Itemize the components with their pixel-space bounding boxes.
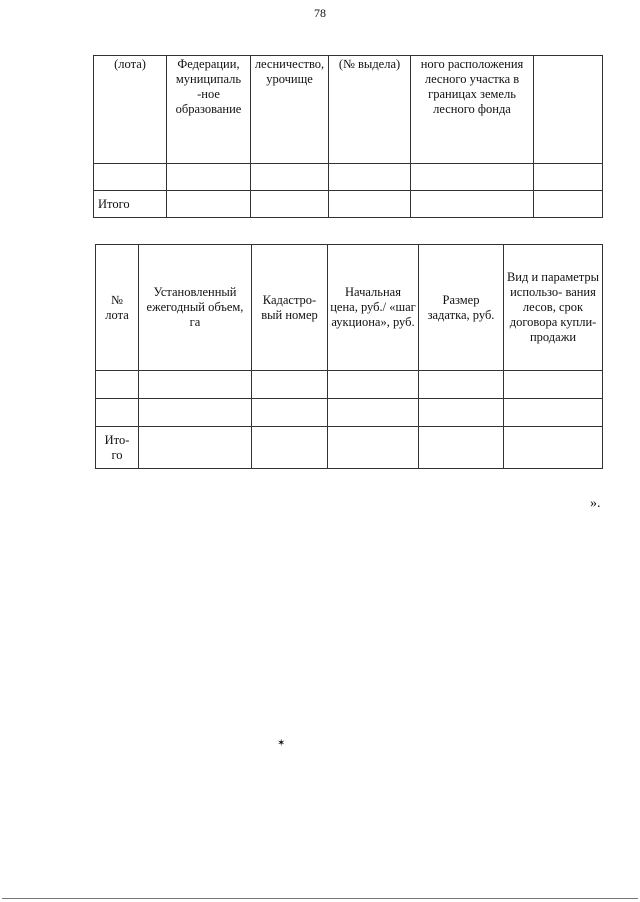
header-cell: лесничество, урочище xyxy=(251,56,329,164)
empty-cell xyxy=(94,164,167,191)
empty-cell xyxy=(252,399,328,427)
scan-mark: ✶ xyxy=(277,738,286,749)
empty-cell xyxy=(96,371,139,399)
total-row xyxy=(94,191,603,218)
empty-cell xyxy=(419,427,504,469)
header-cell: Установленный ежегодный объем, га xyxy=(139,245,252,371)
empty-cell xyxy=(328,371,419,399)
table-header-row xyxy=(96,245,603,371)
header-cell: Вид и параметры использо- вания лесов, срок договора купли- продажи xyxy=(504,245,603,371)
header-cell: Федерации, муниципаль -ное образование xyxy=(167,56,251,164)
table-row xyxy=(94,164,603,191)
table-lot-location xyxy=(93,55,603,218)
bottom-rule xyxy=(2,898,638,899)
empty-cell xyxy=(139,399,252,427)
empty-cell xyxy=(328,399,419,427)
total-row xyxy=(96,427,603,469)
empty-cell xyxy=(534,191,603,218)
header-cell: № лота xyxy=(96,245,139,371)
empty-cell xyxy=(328,427,419,469)
empty-cell xyxy=(504,427,603,469)
empty-cell xyxy=(329,164,411,191)
empty-cell xyxy=(504,399,603,427)
header-cell: ного расположения лесного участка в границах земель лесного фонда xyxy=(411,56,534,164)
table-header-row xyxy=(94,56,603,164)
empty-cell xyxy=(96,399,139,427)
empty-cell xyxy=(419,399,504,427)
empty-cell xyxy=(504,371,603,399)
empty-cell xyxy=(411,191,534,218)
header-cell: Начальная цена, руб./ «шаг аукциона», руб. xyxy=(328,245,419,371)
empty-cell xyxy=(411,164,534,191)
header-cell: Кадастро- вый номер xyxy=(252,245,328,371)
table-row xyxy=(96,399,603,427)
empty-cell xyxy=(251,164,329,191)
table-row xyxy=(96,371,603,399)
closing-quote: ». xyxy=(590,496,601,511)
empty-cell xyxy=(139,371,252,399)
empty-cell xyxy=(252,427,328,469)
header-cell xyxy=(534,56,603,164)
header-cell: (№ выдела) xyxy=(329,56,411,164)
empty-cell xyxy=(329,191,411,218)
empty-cell xyxy=(419,371,504,399)
empty-cell xyxy=(167,191,251,218)
total-label: Итого xyxy=(94,191,167,218)
empty-cell xyxy=(534,164,603,191)
total-label: Ито- го xyxy=(96,427,139,469)
empty-cell xyxy=(139,427,252,469)
empty-cell xyxy=(252,371,328,399)
empty-cell xyxy=(251,191,329,218)
header-cell: Размер задатка, руб. xyxy=(419,245,504,371)
table-lot-parameters xyxy=(95,244,603,469)
header-cell: (лота) xyxy=(94,56,167,164)
page-number: 78 xyxy=(314,6,326,20)
empty-cell xyxy=(167,164,251,191)
